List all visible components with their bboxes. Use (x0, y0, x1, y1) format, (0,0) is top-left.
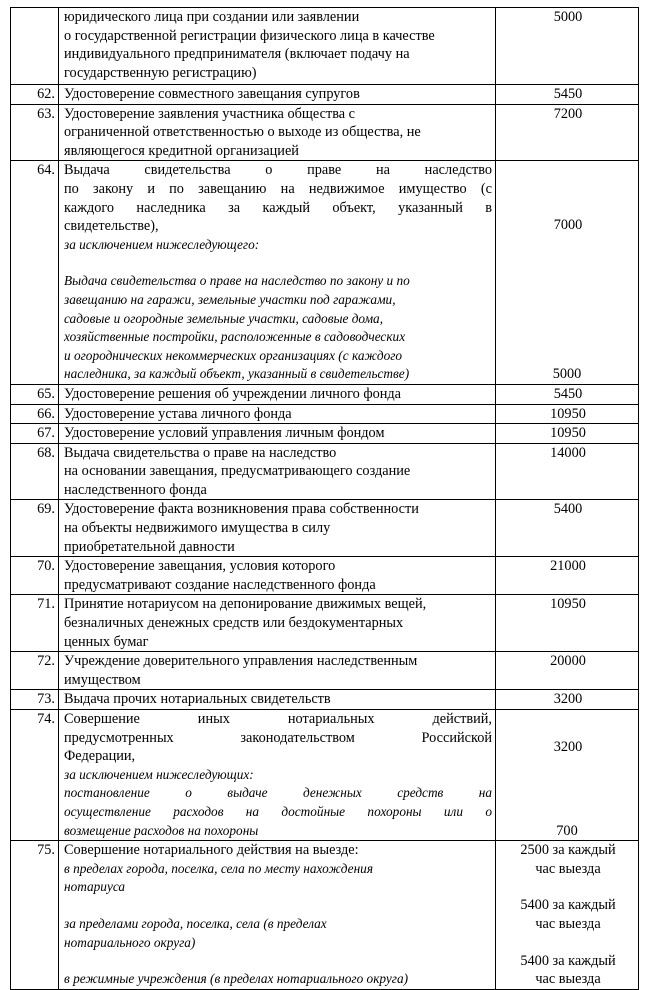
exception-note: за исключением нижеследующего: (64, 236, 260, 252)
service-description: Удостоверение факта возникновения права собственности на объекты недвижимого имущества в силу приобретательной давности (59, 500, 496, 557)
row-number: 64. (11, 161, 59, 385)
service-description: Удостоверение устава личного фонда (59, 404, 496, 424)
table-row (11, 595, 639, 652)
price-cell: 5450 (496, 384, 639, 404)
service-description: Удостоверение заявления участника общества с ограниченной ответственностью о выходе из общества, не являющегося кредитной организацией (59, 104, 496, 161)
table-row (11, 404, 639, 424)
table-row (11, 424, 639, 444)
table-row (11, 85, 639, 105)
row-number: 74. (11, 710, 59, 841)
service-description: Удостоверение совместного завещания супругов (59, 85, 496, 105)
row-number: 70. (11, 557, 59, 595)
service-description: Выдача прочих нотариальных свидетельств (59, 690, 496, 710)
service-description: Выдача свидетельства о праве на наследство на основании завещания, предусматривающего создание наследственного фонда (59, 443, 496, 500)
row-number: 66. (11, 404, 59, 424)
row-number: 69. (11, 500, 59, 557)
row-number: 67. (11, 424, 59, 444)
table-row (11, 557, 639, 595)
row-number: 71. (11, 595, 59, 652)
service-description: Совершение нотариального действия на выезде: в пределах города, поселка, села по месту нахождения нотариуса за пределами города, поселка, села (в пределах нотариального округа) в режимные учреждения (в пределах нотариального округа) (59, 841, 496, 990)
table-row (11, 710, 639, 841)
price-cell: 2500 за каждый час выезда 5400 за каждый час выезда 5400 за каждый час выезда (496, 841, 639, 990)
service-description: Удостоверение завещания, условия которого предусматривают создание наследственного фонда (59, 557, 496, 595)
service-description: Учреждение доверительного управления наследственным имуществом (59, 652, 496, 690)
price-exception: 700 (556, 822, 578, 839)
price-cell: 20000 (496, 652, 639, 690)
price-cell: 5000 (496, 8, 639, 85)
table-row (11, 384, 639, 404)
row-number: 62. (11, 85, 59, 105)
row-number (11, 8, 59, 85)
service-description: юридического лица при создании или заявлении о государственной регистрации физического лица в качестве индивидуального предпринимателя (включает подачу на государственную регистрацию) (59, 8, 496, 85)
price-cell: 7200 (496, 104, 639, 161)
table-row (11, 161, 639, 385)
tariff-table (10, 7, 639, 990)
table-row (11, 104, 639, 161)
service-description: Совершение иных нотариальных действий, предусмотренных законодательством Российской Федерации, за исключением нижеследующих: постановление о выдаче денежных средств на осуществление расходов на достойные похороны или о возмещение расходов на похороны (59, 710, 496, 841)
service-description: Выдача свидетельства о праве на наследство по закону и по завещанию на недвижимое имущество (с каждого наследника за каждый объект, указанный в свидетельстве), за исключением нижеследующего: Выдача свидетельства о праве на наследство по закону и по завещанию на гаражи, земельные участки под гаражами, садовые и огородные земельные участки, садовые дома, хозяйственные постройки, расположенные в садоводческих и огороднических некоммерческих организациях (с каждого наследника, за каждый объект, указанный в свидетельстве) (59, 161, 496, 385)
row-number: 65. (11, 384, 59, 404)
table-row (11, 443, 639, 500)
service-description: Удостоверение решения об учреждении личного фонда (59, 384, 496, 404)
row-number: 72. (11, 652, 59, 690)
price-cell: 21000 (496, 557, 639, 595)
table-row (11, 690, 639, 710)
service-description: Удостоверение условий управления личным фондом (59, 424, 496, 444)
table-row (11, 841, 639, 990)
price-cell: 10950 (496, 595, 639, 652)
service-description: Принятие нотариусом на депонирование движимых вещей, безналичных денежных средств или бездокументарных ценных бумаг (59, 595, 496, 652)
table-row (11, 8, 639, 85)
table-row (11, 500, 639, 557)
price-cell: 5400 (496, 500, 639, 557)
exception-note: за исключением нижеследующих: (64, 766, 254, 782)
table-row (11, 652, 639, 690)
row-number: 63. (11, 104, 59, 161)
price-exception: 5000 (552, 366, 582, 383)
price-cell: 10950 (496, 404, 639, 424)
row-number: 75. (11, 841, 59, 990)
price-cell: 3200 700 (496, 710, 639, 841)
price-cell: 10950 (496, 424, 639, 444)
price-cell: 3200 (496, 690, 639, 710)
price-cell: 7000 5000 (496, 161, 639, 385)
row-number: 73. (11, 690, 59, 710)
price-cell: 14000 (496, 443, 639, 500)
row-number: 68. (11, 443, 59, 500)
price-cell: 5450 (496, 85, 639, 105)
